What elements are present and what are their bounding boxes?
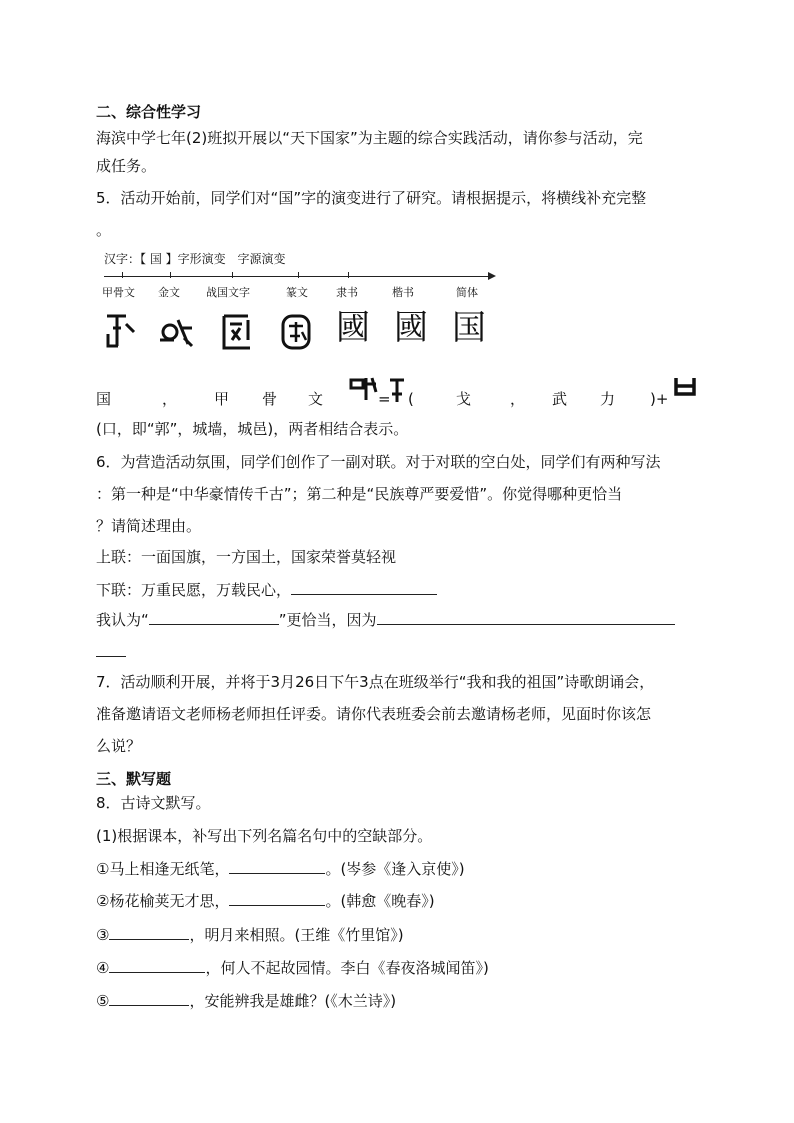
- q6-reason-continuation: [96, 640, 126, 663]
- q6-lower-couplet: [96, 578, 437, 601]
- oracle-ge-glyph: [388, 376, 408, 406]
- poem-blank[interactable]: [109, 989, 189, 1006]
- q6-line1: 6．为营造活动氛围，同学们创作了一副对联。对于对联的空白处，同学们有两种写法: [96, 453, 661, 471]
- poem-item-post: 。(韩愈《晚春》): [325, 892, 435, 910]
- q8-title: 8．古诗文默写。: [96, 794, 211, 812]
- q5-line1: 5．活动开始前，同学们对“国”字的演变进行了研究。请根据提示，将横线补充完整: [96, 189, 647, 207]
- explain-word: 文: [308, 390, 324, 408]
- poem-item-pre: ①马上相逢无纸笔，: [96, 860, 230, 878]
- timeline-tick: [170, 272, 171, 278]
- q5-line2: 。: [96, 221, 112, 239]
- oracle-kou-glyph: [674, 376, 696, 398]
- poem-blank[interactable]: [229, 889, 325, 906]
- reason-blank[interactable]: [377, 608, 675, 625]
- q7-line3: 么说？: [96, 737, 142, 755]
- q8-subtitle: (1)根据课本，补写出下列名篇名句中的空缺部分。: [96, 827, 433, 845]
- section2-intro-line2: 成任务。: [96, 157, 157, 175]
- oracle-bone-glyph: [104, 310, 138, 354]
- poem-item-pre: ⑤: [96, 992, 110, 1010]
- reason-blank-continued[interactable]: [96, 640, 126, 657]
- q6-answer-line: [96, 608, 675, 631]
- choice-blank[interactable]: [149, 608, 279, 625]
- section3-heading: 三、默写题: [96, 770, 172, 788]
- bronze-glyph: [158, 310, 194, 354]
- warring-states-glyph: [218, 310, 254, 354]
- oracle-guo-glyph: [348, 374, 378, 404]
- poem-item: [96, 956, 489, 979]
- poem-blank[interactable]: [109, 956, 205, 973]
- stage-label: 战国文字: [206, 286, 250, 299]
- explain-word: )+: [650, 390, 669, 408]
- q6-line2: ：第一种是“中华豪情传千古”；第二种是“民族尊严要爱惜”。你觉得哪种更恰当: [96, 485, 623, 503]
- poem-item-pre: ③: [96, 926, 110, 944]
- lower-couplet-text: 下联：万重民愿，万载民心，: [96, 581, 292, 599]
- stage-label: 金文: [158, 286, 180, 299]
- q7-line2: 准备邀请语文老师杨老师担任评委。请你代表班委会前去邀请杨老师，见面时你该怎: [96, 705, 652, 723]
- poem-item-pre: ④: [96, 959, 110, 977]
- stage-label: 甲骨文: [102, 286, 135, 299]
- explain-word: 力: [600, 390, 616, 408]
- regular-glyph: 國: [394, 308, 428, 348]
- lower-couplet-blank[interactable]: [291, 578, 437, 595]
- timeline-arrowhead: [488, 272, 496, 280]
- figure-title-prefix: 汉字：【 国 】字形演变: [104, 252, 226, 266]
- stage-label: 楷书: [392, 286, 414, 299]
- poem-item: [96, 989, 396, 1012]
- poem-item-post: ，安能辨我是雄雌？(《木兰诗》): [189, 992, 397, 1010]
- explain-word: 骨: [262, 390, 278, 408]
- timeline-tick: [122, 272, 123, 278]
- poem-item-pre: ②杨花榆荚无才思，: [96, 892, 230, 910]
- simplified-glyph: 国: [452, 308, 486, 348]
- poem-item-post: 。(岑参《逢入京使》): [325, 860, 465, 878]
- q6-line3: ？请简述理由。: [96, 517, 202, 535]
- answer-middle: ”更恰当，因为: [278, 611, 377, 629]
- clerical-glyph: 國: [336, 308, 370, 348]
- q7-line1: 7．活动顺利开展，并将于3月26日下午3点在班级举行“我和我的祖国”诗歌朗诵会，: [96, 673, 655, 691]
- seal-script-glyph: [278, 310, 314, 354]
- stage-label: 简体: [456, 286, 478, 299]
- figure-title: [104, 250, 293, 267]
- poem-item-post: ，何人不起故园情。李白《春夜洛城闻笛》): [205, 959, 489, 977]
- poem-item: [96, 923, 404, 946]
- guo-evolution-figure: [100, 250, 500, 360]
- explain-word: 戈: [456, 390, 472, 408]
- stage-label: 隶书: [336, 286, 358, 299]
- figure-title-suffix: 字源演变: [237, 252, 286, 266]
- section2-intro-line1: 海滨中学七年(2)班拟开展以“天下国家”为主题的综合实践活动，请你参与活动，完: [96, 129, 643, 147]
- poem-blank[interactable]: [109, 923, 189, 940]
- explain-word: 甲: [214, 390, 230, 408]
- explain-equals: =: [378, 390, 391, 408]
- poem-item-post: ，明月来相照。(王维《竹里馆》): [189, 926, 404, 944]
- explain-word: (: [408, 390, 414, 408]
- explain-word: 武: [552, 390, 568, 408]
- section2-heading: 二、综合性学习: [96, 103, 202, 121]
- poem-item: [96, 889, 435, 912]
- explain-word: 国: [96, 390, 112, 408]
- answer-prefix: 我认为“: [96, 611, 149, 629]
- poem-blank[interactable]: [229, 857, 325, 874]
- explain-word: ，: [162, 390, 178, 408]
- timeline-tick: [232, 272, 233, 278]
- timeline-tick: [298, 272, 299, 278]
- explain-word: ，: [510, 390, 526, 408]
- poem-item: [96, 857, 465, 880]
- q6-upper-couplet: 上联：一面国旗，一方国土，国家荣誉莫轻视: [96, 548, 397, 566]
- timeline-tick: [348, 272, 349, 278]
- q5-explain-line2: (口，即“郭”，城墙，城邑)，两者相结合表示。: [96, 420, 409, 438]
- stage-label: 篆文: [286, 286, 308, 299]
